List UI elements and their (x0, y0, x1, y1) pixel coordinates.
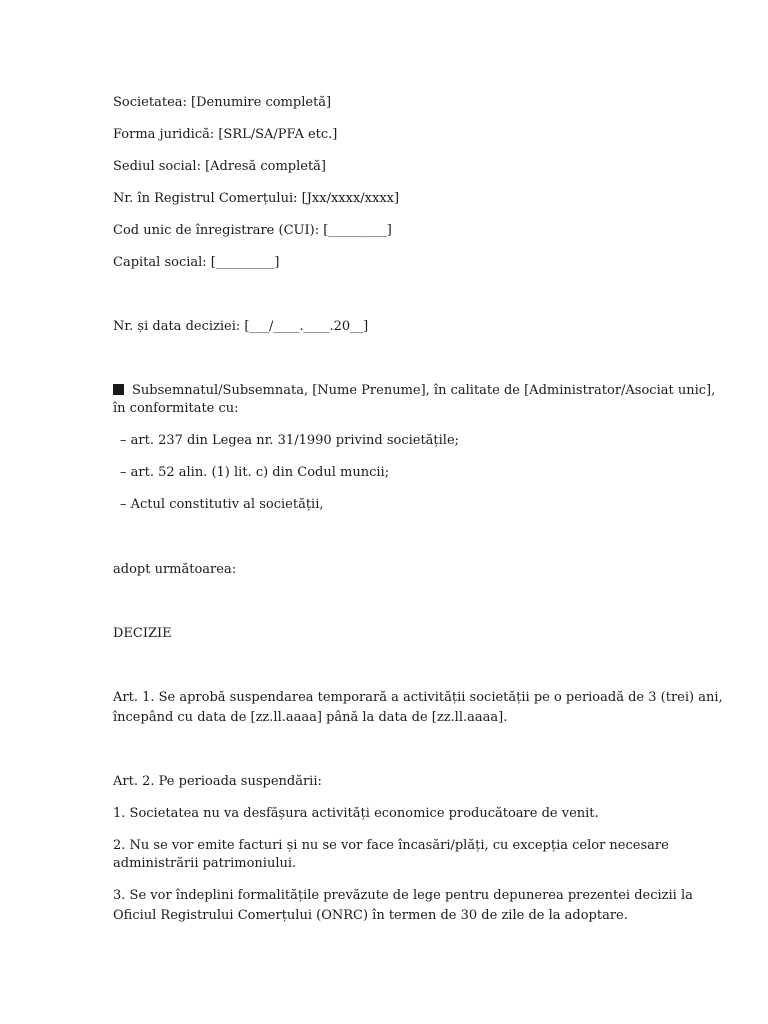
article-2-heading: Art. 2. Pe perioada suspendării: (113, 774, 322, 789)
preamble-text: Subsemnatul/Subsemnata, [Nume Prenume], în calitate de [Administrator/Asociat unic], (132, 383, 716, 398)
decision-title: DECIZIE (113, 626, 172, 641)
article-1-line-2: începând cu data de [zz.ll.aaaa] până la data de [zz.ll.aaaa]. (113, 710, 508, 725)
preamble-line-1 (113, 382, 715, 399)
preamble-line-2: în conformitate cu: (113, 401, 239, 416)
article-1-line-1: Art. 1. Se aprobă suspendarea temporară a activității societății pe o perioadă de 3 (trei) ani, (113, 690, 723, 705)
article-2-item-3-line-2: Oficiul Registrului Comerțului (ONRC) în termen de 30 de zile de la adoptare. (113, 908, 628, 923)
reference-item: – Actul constitutiv al societății, (120, 497, 324, 512)
trade-register-line: Nr. în Registrul Comerțului: [Jxx/xxxx/xxxx] (113, 191, 400, 206)
share-capital-line: Capital social: [_________] (113, 255, 280, 270)
registered-office-line: Sediul social: [Adresă completă] (113, 159, 326, 174)
company-name-line: Societatea: [Denumire completă] (113, 95, 332, 110)
article-2-item-3-line-1: 3. Se vor îndeplini formalitățile prevăzute de lege pentru depunerea prezentei decizii la (113, 888, 693, 903)
article-2-item-2-line-1: 2. Nu se vor emite facturi și nu se vor face încasări/plăți, cu excepția celor necesare (113, 838, 669, 853)
article-2-item-2-line-2: administrării patrimoniului. (113, 856, 297, 871)
reference-item: – art. 52 alin. (1) lit. c) din Codul muncii; (120, 465, 390, 480)
cui-line: Cod unic de înregistrare (CUI): [_________] (113, 223, 392, 238)
reference-item: – art. 237 din Legea nr. 31/1990 privind societățile; (120, 433, 460, 448)
legal-form-line: Forma juridică: [SRL/SA/PFA etc.] (113, 127, 338, 142)
square-bullet-icon (113, 384, 124, 395)
decision-number-line: Nr. și data deciziei: [___/____.____.20__] (113, 319, 369, 334)
article-2-item-1: 1. Societatea nu va desfășura activități economice producătoare de venit. (113, 806, 599, 821)
adopt-line: adopt următoarea: (113, 562, 237, 577)
